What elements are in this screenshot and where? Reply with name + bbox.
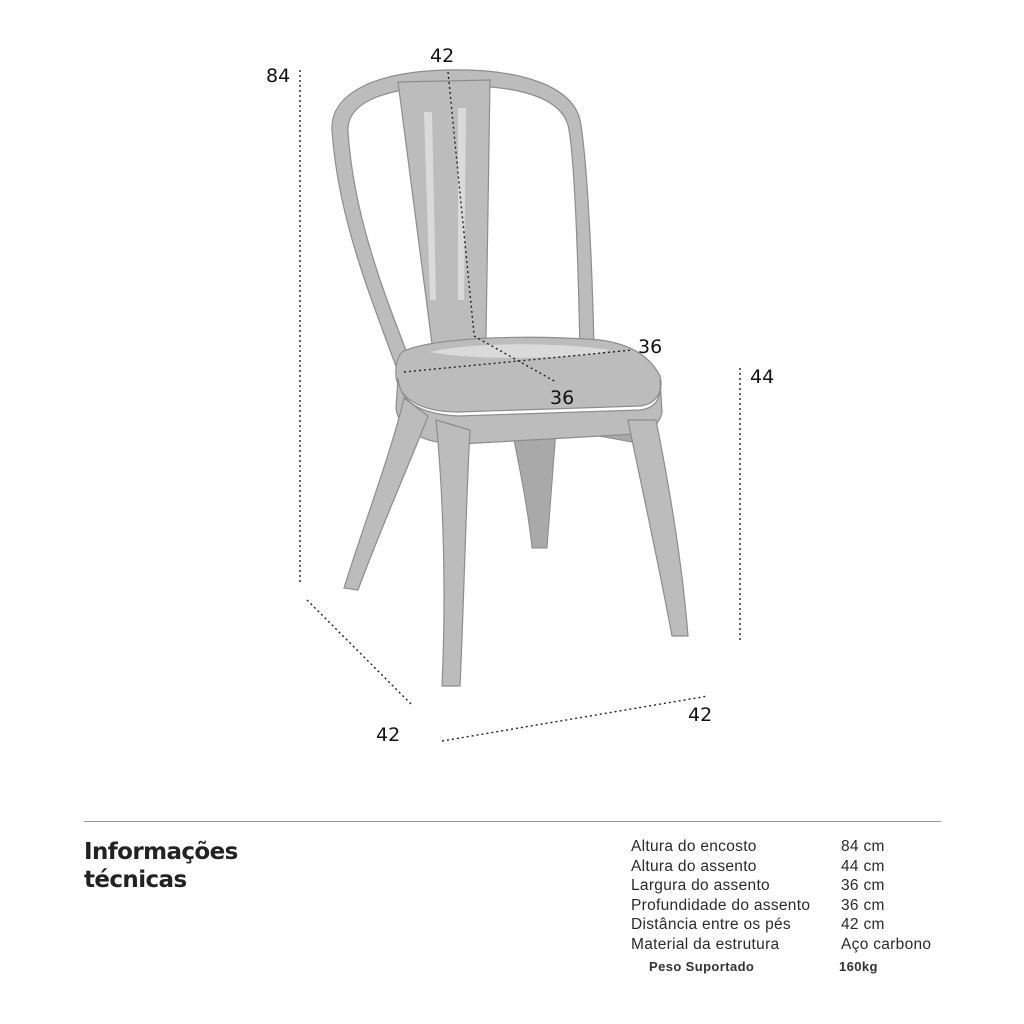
spec-row: [631, 858, 961, 878]
section-divider: [84, 821, 941, 822]
weight-value: 160kg: [839, 958, 878, 974]
weight-label: Peso Suportado: [649, 958, 755, 974]
spec-row: [631, 877, 961, 897]
label-backrest-width: 42: [430, 45, 455, 67]
spec-row: [631, 936, 961, 956]
spec-label: Altura do encosto: [631, 838, 757, 855]
spec-label: Largura do assento: [631, 877, 770, 895]
weight-row: [631, 959, 961, 979]
back-right-leg: [628, 420, 688, 636]
spec-label: Material da estrutura: [631, 935, 780, 953]
spec-row: [631, 838, 961, 858]
spec-value: 36 cm: [841, 896, 885, 914]
label-seat-depth: 36: [550, 387, 575, 409]
backrest-slat: [398, 80, 490, 344]
label-height-total: 84: [266, 65, 291, 87]
spec-value: 42 cm: [841, 916, 885, 934]
chair-illustration: [332, 70, 688, 686]
label-base-depth: 42: [376, 724, 401, 746]
front-center-leg: [436, 420, 470, 686]
rear-leg-back: [512, 430, 556, 548]
guide-base-depth: [307, 600, 413, 706]
label-seat-height: 44: [750, 366, 775, 388]
label-seat-width: 36: [638, 336, 663, 358]
spec-list: [631, 838, 961, 978]
spec-label: Altura do assento: [631, 857, 757, 875]
label-base-width: 42: [688, 704, 713, 726]
spec-row: [631, 916, 961, 936]
spec-value: 44 cm: [841, 857, 885, 875]
spec-value: 84 cm: [841, 838, 885, 855]
spec-label: Profundidade do assento: [631, 896, 811, 914]
spec-row: [631, 897, 961, 917]
heading-line-1: Informações: [84, 839, 238, 865]
spec-label: Distância entre os pés: [631, 916, 791, 934]
spec-value: Aço carbono: [841, 935, 932, 953]
technical-info-heading: [84, 838, 344, 894]
front-left-leg: [344, 398, 428, 590]
guide-base-width: [442, 696, 708, 741]
heading-line-2: técnicas: [84, 867, 187, 893]
spec-value: 36 cm: [841, 877, 885, 895]
